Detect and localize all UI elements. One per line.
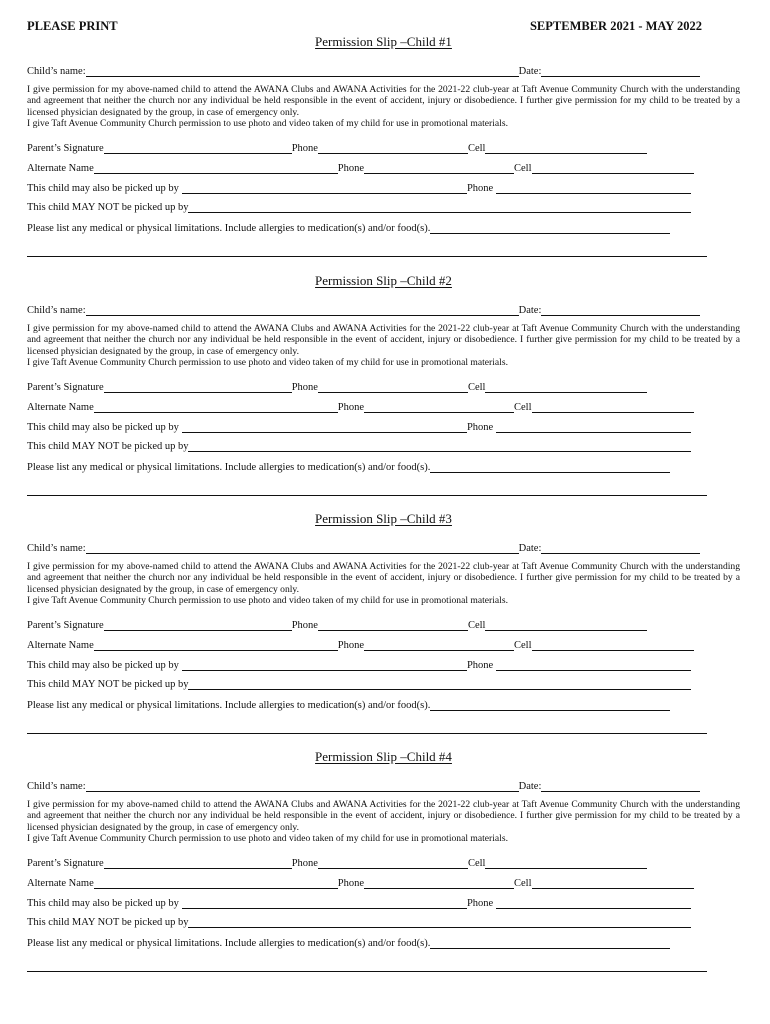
alternate-cell-field[interactable] — [532, 877, 694, 889]
alternate-phone-field[interactable] — [364, 162, 514, 174]
alternate-name-label: Alternate Name — [27, 402, 94, 413]
phone-label: Phone — [291, 858, 318, 869]
not-picked-up-field[interactable] — [188, 916, 691, 928]
medical-extra-line[interactable] — [27, 495, 707, 496]
medical-row — [27, 937, 707, 951]
alternate-phone-label: Phone — [337, 640, 365, 651]
parent-signature-row — [27, 142, 707, 156]
medical-label: Please list any medical or physical limitations. Include allergies to medication(s) and/or food(s). — [27, 938, 431, 949]
date-label: Date: — [518, 305, 542, 316]
picked-up-phone-field[interactable] — [496, 182, 691, 194]
medical-label: Please list any medical or physical limitations. Include allergies to medication(s) and/or food(s). — [27, 223, 431, 234]
picked-up-label: This child may also be picked up by — [27, 898, 179, 909]
parent-signature-label: Parent’s Signature — [27, 620, 104, 631]
not-picked-up-row — [27, 201, 707, 215]
picked-up-field[interactable] — [182, 897, 467, 909]
medical-field[interactable] — [430, 222, 670, 234]
picked-up-phone-field[interactable] — [496, 897, 691, 909]
alternate-row — [27, 162, 707, 176]
not-picked-up-label: This child MAY NOT be picked up by — [27, 917, 189, 928]
phone-label: Phone — [291, 382, 318, 393]
picked-up-field[interactable] — [182, 421, 467, 433]
picked-up-row — [27, 182, 707, 196]
alternate-phone-field[interactable] — [364, 401, 514, 413]
slip-title — [27, 511, 740, 527]
alternate-phone-label: Phone — [337, 402, 365, 413]
medical-row — [27, 461, 707, 475]
cell-label: Cell — [467, 382, 486, 393]
not-picked-up-label: This child MAY NOT be picked up by — [27, 202, 189, 213]
alternate-phone-field[interactable] — [364, 877, 514, 889]
picked-up-row — [27, 897, 707, 911]
photo-permission-paragraph: I give Taft Avenue Community Church permission to use photo and video taken of my child for use in promotional materials. — [27, 833, 508, 845]
alternate-phone-label: Phone — [337, 163, 365, 174]
cell-label: Cell — [467, 143, 486, 154]
alternate-cell-field[interactable] — [532, 639, 694, 651]
parent-signature-row — [27, 619, 707, 633]
phone-label: Phone — [291, 620, 318, 631]
picked-up-phone-label: Phone — [466, 422, 494, 433]
permission-paragraph: I give permission for my above-named child to attend the AWANA Clubs and AWANA Activities for the 2021-22 club-year at Taft Avenue Community Church with the understanding and agreement that neither the church nor any individual be held responsible in the event of accident, injury or disobedience. I further give permission for my child to be treated by a licensed physician designated by the group, in case of emergency only. — [27, 323, 740, 357]
not-picked-up-field[interactable] — [188, 678, 691, 690]
slip-title-text: Permission Slip –Child #2 — [315, 273, 452, 288]
child-name-row — [27, 542, 707, 556]
alternate-cell-field[interactable] — [532, 162, 694, 174]
picked-up-row — [27, 659, 707, 673]
medical-field[interactable] — [430, 461, 670, 473]
parent-signature-field[interactable] — [104, 857, 292, 869]
not-picked-up-field[interactable] — [188, 440, 691, 452]
child-name-row — [27, 304, 707, 318]
medical-row — [27, 699, 707, 713]
photo-permission-paragraph: I give Taft Avenue Community Church permission to use photo and video taken of my child for use in promotional materials. — [27, 357, 508, 369]
not-picked-up-label: This child MAY NOT be picked up by — [27, 441, 189, 452]
picked-up-label: This child may also be picked up by — [27, 422, 179, 433]
not-picked-up-label: This child MAY NOT be picked up by — [27, 679, 189, 690]
alternate-cell-label: Cell — [514, 163, 532, 174]
picked-up-phone-label: Phone — [466, 183, 494, 194]
slip-title-text: Permission Slip –Child #4 — [315, 749, 452, 764]
medical-label: Please list any medical or physical limitations. Include allergies to medication(s) and/or food(s). — [27, 462, 431, 473]
picked-up-field[interactable] — [182, 182, 467, 194]
child-name-field[interactable] — [86, 542, 519, 554]
cell-field[interactable] — [485, 857, 647, 869]
medical-field[interactable] — [430, 937, 670, 949]
picked-up-label: This child may also be picked up by — [27, 660, 179, 671]
child-name-label: Child’s name: — [27, 305, 86, 316]
date-label: Date: — [518, 543, 542, 554]
child-name-label: Child’s name: — [27, 66, 86, 77]
parent-signature-label: Parent’s Signature — [27, 858, 104, 869]
parent-signature-label: Parent’s Signature — [27, 143, 104, 154]
permission-paragraph: I give permission for my above-named child to attend the AWANA Clubs and AWANA Activities for the 2021-22 club-year at Taft Avenue Community Church with the understanding and agreement that neither the church nor any individual be held responsible in the event of accident, injury or disobedience. I further give permission for my child to be treated by a licensed physician designated by the group, in case of emergency only. — [27, 561, 740, 595]
school-year-header: SEPTEMBER 2021 - MAY 2022 — [529, 19, 702, 33]
alternate-name-field[interactable] — [94, 877, 338, 889]
cell-label: Cell — [467, 620, 486, 631]
parent-signature-label: Parent’s Signature — [27, 382, 104, 393]
permission-statement — [27, 323, 740, 369]
date-field[interactable] — [541, 542, 700, 554]
child-name-label: Child’s name: — [27, 781, 86, 792]
alternate-name-label: Alternate Name — [27, 640, 94, 651]
permission-paragraph: I give permission for my above-named child to attend the AWANA Clubs and AWANA Activities for the 2021-22 club-year at Taft Avenue Community Church with the understanding and agreement that neither the church nor any individual be held responsible in the event of accident, injury or disobedience. I further give permission for my child to be treated by a licensed physician designated by the group, in case of emergency only. — [27, 799, 740, 833]
child-name-field[interactable] — [86, 780, 519, 792]
alternate-name-label: Alternate Name — [27, 878, 94, 889]
slip-title — [27, 34, 740, 50]
medical-field[interactable] — [430, 699, 670, 711]
medical-row — [27, 222, 707, 236]
slip-title-text: Permission Slip –Child #3 — [315, 511, 452, 526]
medical-extra-line[interactable] — [27, 733, 707, 734]
permission-statement — [27, 561, 740, 607]
permission-statement — [27, 84, 740, 130]
alternate-row — [27, 639, 707, 653]
not-picked-up-row — [27, 440, 707, 454]
not-picked-up-field[interactable] — [188, 201, 691, 213]
cell-field[interactable] — [485, 619, 647, 631]
parent-signature-row — [27, 857, 707, 871]
parent-signature-field[interactable] — [104, 619, 292, 631]
medical-extra-line[interactable] — [27, 971, 707, 972]
permission-statement — [27, 799, 740, 845]
parent-signature-row — [27, 381, 707, 395]
phone-field[interactable] — [318, 381, 468, 393]
date-field[interactable] — [541, 780, 700, 792]
date-label: Date: — [518, 66, 542, 77]
picked-up-phone-label: Phone — [466, 660, 494, 671]
parent-signature-field[interactable] — [104, 381, 292, 393]
medical-label: Please list any medical or physical limitations. Include allergies to medication(s) and/or food(s). — [27, 700, 431, 711]
phone-label: Phone — [291, 143, 318, 154]
picked-up-phone-label: Phone — [466, 898, 494, 909]
child-name-row — [27, 65, 707, 79]
slip-title — [27, 273, 740, 289]
permission-slip-child-4 — [27, 749, 740, 987]
alternate-cell-label: Cell — [514, 402, 532, 413]
picked-up-phone-field[interactable] — [496, 421, 691, 433]
picked-up-row — [27, 421, 707, 435]
slip-title — [27, 749, 740, 765]
date-field[interactable] — [541, 304, 700, 316]
slip-title-text: Permission Slip –Child #1 — [315, 34, 452, 49]
cell-field[interactable] — [485, 142, 647, 154]
alternate-name-field[interactable] — [94, 401, 338, 413]
medical-extra-line[interactable] — [27, 256, 707, 257]
alternate-cell-label: Cell — [514, 878, 532, 889]
photo-permission-paragraph: I give Taft Avenue Community Church permission to use photo and video taken of my child for use in promotional materials. — [27, 118, 508, 130]
alternate-name-label: Alternate Name — [27, 163, 94, 174]
picked-up-label: This child may also be picked up by — [27, 183, 179, 194]
permission-slip-child-1 — [27, 34, 740, 272]
alternate-row — [27, 401, 707, 415]
child-name-row — [27, 780, 707, 794]
permission-slip-child-2 — [27, 273, 740, 511]
permission-paragraph: I give permission for my above-named child to attend the AWANA Clubs and AWANA Activities for the 2021-22 club-year at Taft Avenue Community Church with the understanding and agreement that neither the church nor any individual be held responsible in the event of accident, injury or disobedience. I further give permission for my child to be treated by a licensed physician designated by the group, in case of emergency only. — [27, 84, 740, 118]
alternate-phone-label: Phone — [337, 878, 365, 889]
child-name-field[interactable] — [86, 65, 519, 77]
alternate-name-field[interactable] — [94, 639, 338, 651]
alternate-phone-field[interactable] — [364, 639, 514, 651]
alternate-name-field[interactable] — [94, 162, 338, 174]
photo-permission-paragraph: I give Taft Avenue Community Church permission to use photo and video taken of my child for use in promotional materials. — [27, 595, 508, 607]
please-print-header: PLEASE PRINT — [27, 19, 118, 33]
alternate-row — [27, 877, 707, 891]
phone-field[interactable] — [318, 142, 468, 154]
not-picked-up-row — [27, 678, 707, 692]
picked-up-phone-field[interactable] — [496, 659, 691, 671]
phone-field[interactable] — [318, 619, 468, 631]
date-field[interactable] — [541, 65, 700, 77]
date-label: Date: — [518, 781, 542, 792]
alternate-cell-field[interactable] — [532, 401, 694, 413]
picked-up-field[interactable] — [182, 659, 467, 671]
child-name-field[interactable] — [86, 304, 519, 316]
parent-signature-field[interactable] — [104, 142, 292, 154]
alternate-cell-label: Cell — [514, 640, 532, 651]
cell-label: Cell — [467, 858, 486, 869]
child-name-label: Child’s name: — [27, 543, 86, 554]
not-picked-up-row — [27, 916, 707, 930]
phone-field[interactable] — [318, 857, 468, 869]
cell-field[interactable] — [485, 381, 647, 393]
permission-slip-child-3 — [27, 511, 740, 749]
